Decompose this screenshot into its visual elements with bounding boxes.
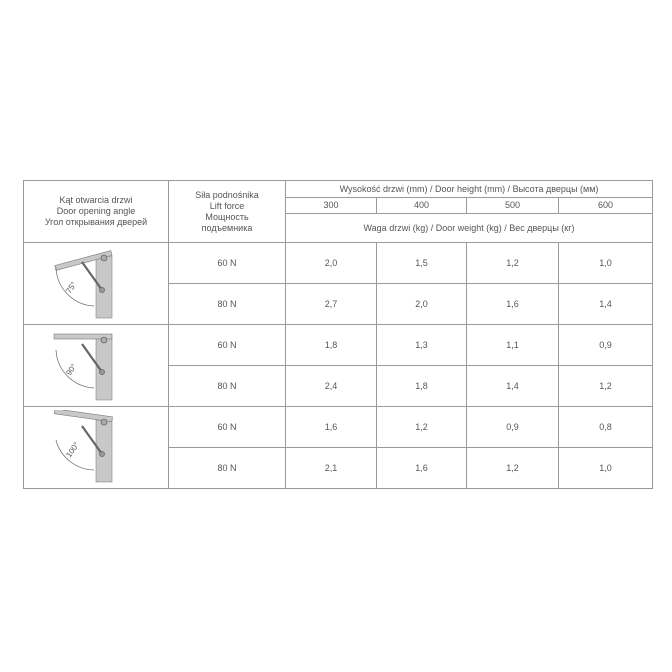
door-weight-cell: 0,9 (559, 325, 653, 366)
opening-angle-diagram-cell (24, 243, 169, 325)
lift-force-label-ru-1: Мощность (205, 211, 249, 222)
angle-label: 75° (64, 279, 79, 295)
lift-force-label-pl: Siła podnośnika (195, 189, 259, 200)
door-weight-cell: 1,2 (467, 448, 559, 489)
cabinet-side-panel (96, 338, 112, 400)
door-weight-cell: 1,3 (377, 325, 467, 366)
cabinet-side-panel (96, 420, 112, 482)
door-weight-cell: 0,9 (467, 407, 559, 448)
door-weight-cell: 2,0 (286, 243, 377, 284)
door-weight-cell: 1,0 (559, 243, 653, 284)
door-opening-diagram (46, 328, 146, 404)
door-weight-cell: 2,7 (286, 284, 377, 325)
door-weight-cell: 1,8 (286, 325, 377, 366)
angle-label-ru: Угол открывания дверей (44, 217, 148, 227)
door-weight-cell: 1,2 (377, 407, 467, 448)
door-weight-cell: 1,5 (377, 243, 467, 284)
strut-pivot (99, 287, 104, 292)
lift-force-cell: 80 N (169, 366, 286, 407)
door-weight-header: Waga drzwi (kg) / Door weight (kg) / Вес дверцы (кг) (286, 214, 653, 243)
angle-label: 100° (64, 439, 82, 459)
height-300-header: 300 (286, 198, 377, 214)
door-weight-cell: 1,4 (559, 284, 653, 325)
table-row (24, 243, 653, 284)
door-weight-cell: 1,4 (467, 366, 559, 407)
door-weight-cell: 0,8 (559, 407, 653, 448)
table-row (24, 407, 653, 448)
angle-label: 90° (64, 361, 79, 377)
lift-force-column-header (169, 181, 286, 243)
door-weight-cell: 2,1 (286, 448, 377, 489)
opening-angle-diagram-cell (24, 325, 169, 407)
door-height-header: Wysokość drzwi (mm) / Door height (mm) / Высота дверцы (мм) (286, 181, 653, 198)
height-500-header: 500 (467, 198, 559, 214)
door-opening-diagram (46, 410, 146, 486)
door-weight-cell: 2,0 (377, 284, 467, 325)
door-weight-cell: 2,4 (286, 366, 377, 407)
door-weight-cell: 1,2 (559, 366, 653, 407)
angle-column-header (24, 181, 169, 243)
door-weight-cell: 1,2 (467, 243, 559, 284)
lift-force-cell: 80 N (169, 448, 286, 489)
door-weight-cell: 1,8 (377, 366, 467, 407)
hinge-mount (101, 337, 107, 343)
lift-force-cell: 80 N (169, 284, 286, 325)
cabinet-side-panel (96, 256, 112, 318)
angle-label-en: Door opening angle (56, 206, 136, 216)
door-weight-cell: 1,1 (467, 325, 559, 366)
door-weight-cell: 1,0 (559, 448, 653, 489)
opening-angle-diagram-cell (24, 407, 169, 489)
door-weight-cell: 1,6 (467, 284, 559, 325)
lift-force-cell: 60 N (169, 325, 286, 366)
hinge-mount (101, 419, 107, 425)
door-weight-cell: 1,6 (377, 448, 467, 489)
door-opening-diagram (46, 246, 146, 322)
door-weight-cell: 1,6 (286, 407, 377, 448)
table-row (24, 325, 653, 366)
lift-force-label-ru-2: подъемника (201, 222, 253, 233)
strut-pivot (99, 369, 104, 374)
hinge-mount (101, 255, 107, 261)
strut-pivot (99, 451, 104, 456)
height-400-header: 400 (377, 198, 467, 214)
lift-force-label-en: Lift force (209, 200, 245, 211)
lift-force-spec-table (23, 180, 653, 489)
lift-force-cell: 60 N (169, 407, 286, 448)
lift-force-cell: 60 N (169, 243, 286, 284)
angle-label-pl: Kąt otwarcia drzwi (59, 195, 133, 205)
height-600-header: 600 (559, 198, 653, 214)
